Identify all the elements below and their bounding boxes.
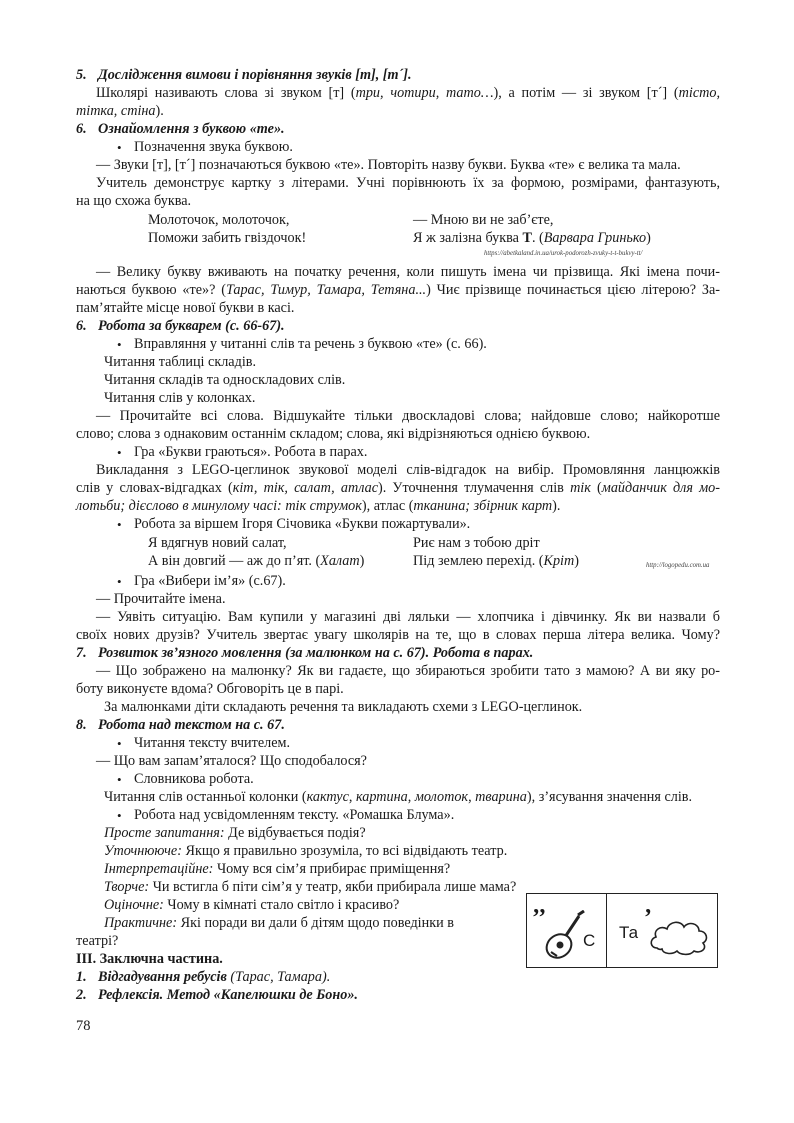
paragraph-line: — Уявіть ситуацію. Вам купили у магазині дві ляльки — хлопчика і дівчинку. Як ви назвали б (96, 609, 720, 625)
paragraph-line: на що схожа буква. (76, 193, 192, 209)
poem-1-right-line-2: Я ж залізна буква Т. (Варвара Гринько) (413, 230, 651, 246)
rebus-comma-marks: ’’ (532, 905, 547, 931)
question-evaluative: Оціночне: Чому в кімнаті стало світло і красиво? (104, 897, 400, 913)
section-7-heading: 7. Розвиток зв’язного мовлення (за малюнком на с. 67). Робота в парах. (76, 645, 534, 661)
bullet-item: • Словникова робота. (134, 771, 720, 789)
bullet-item: • Гра «Букви граються». Робота в парах. (134, 444, 720, 462)
paragraph-line: За малюнками діти складають речення та викладають схеми з LEGO-цеглинок. (104, 699, 583, 715)
paragraph-line: своїх нових друзів? Учитель звертає увагу школярів на те, що в словах перша літера велика. Чому? (76, 627, 720, 643)
poem-2-left-line-1: Я вдягнув новий салат, (148, 535, 287, 551)
question-practical-cont: театрі? (76, 933, 119, 949)
source-url: https://abetkaland.in.ua/urok-podorozh-zvuky-t-t-bukvy-tt/ (484, 250, 643, 257)
section-6b-heading: 6. Робота за букварем (с. 66-67). (76, 318, 285, 334)
rebus-comma-mark: ’ (644, 905, 652, 931)
paragraph-line: Читання слів останньої колонки (кактус, картина, молоток, тварина), з’ясування значення слів. (104, 789, 693, 805)
closing-item-1: 1. Відгадування ребусів (Тарас, Тамара). (76, 969, 331, 985)
poem-1-left-line-2: Поможи забить гвіздочок! (148, 230, 307, 246)
bullet-item: • Робота над усвідомленням тексту. «Ромашка Блума». (134, 807, 720, 825)
paragraph-line: — Звуки [т], [т´] позначаються буквою «те». Повторіть назву букви. Буква «те» є велика та мала. (96, 157, 681, 173)
paragraph-line: — Що зображено на малюнку? Як ви гадаєте, що збираються зробити тато з мамою? А ви яку ро- (96, 663, 720, 679)
paragraph-line: Читання складів та односкладових слів. (104, 372, 346, 388)
page-number: 78 (76, 1018, 91, 1034)
bullet-item: • Робота за віршем Ігоря Січовика «Букви пожартували». (134, 516, 720, 534)
part-3-heading: III. Заключна частина. (76, 951, 223, 967)
paragraph-line: лотьби; дієслово в минулому часі: тік струмок), атлас (тканина; збірник карт). (76, 498, 561, 514)
section-8-heading: 8. Робота над текстом на с. 67. (76, 717, 285, 733)
paragraph-line: тітка, стіна). (76, 103, 164, 119)
section-5-heading: 5. Дослідження вимови і порівняння звуків [т], [т´]. (76, 67, 412, 83)
question-practical: Практичне: Які поради ви дали б дітям щодо поведінки в (104, 915, 454, 931)
paragraph-line: Читання слів у колонках. (104, 390, 256, 406)
source-url: http://logopedu.com.ua (646, 562, 710, 569)
poem-1-left-line-1: Молоточок, молоточок, (148, 212, 290, 228)
cloud-icon (647, 918, 711, 956)
rebus-letter: С (583, 931, 596, 950)
paragraph-line: слів у словах-відгадках (кіт, тік, салат, атлас). Уточнення тлумачення слів тік (майданчик для мо- (76, 480, 720, 496)
question-clarifying: Уточнююче: Якщо я правильно зрозуміла, то всі відвідають театр. (104, 843, 508, 859)
poem-1-right-line-1: — Мною ви не заб’єте, (413, 212, 554, 228)
poem-2-left-line-2: А він довгий — аж до п’ят. (Халат) (148, 553, 365, 569)
poem-2-right-line-2: Під землею перехід. (Кріт) (413, 553, 579, 569)
poem-2-right-line-1: Риє нам з тобою дріт (413, 535, 540, 551)
closing-item-2: 2. Рефлексія. Метод «Капелюшки де Боно». (76, 987, 358, 1003)
paragraph-line: пам’ятайте місце нової букви в касі. (76, 300, 295, 316)
bullet-item: • Читання тексту вчителем. (134, 735, 720, 753)
paragraph-line: наються буквою «те»? (Тарас, Тимур, Тамара, Тетяна...) Чиє прізвище починається цією літерою? За- (76, 282, 720, 298)
question-simple: Просте запитання: Де відбувається подія? (104, 825, 366, 841)
paragraph-line: боту виконуєте вдома? Обговоріть це в парі. (76, 681, 344, 697)
rebus-box (526, 893, 718, 968)
paragraph-line: Читання таблиці складів. (104, 354, 257, 370)
paragraph-line: Школярі називають слова зі звуком [т] (три, чотири, тато…), а потім — зі звуком [т´] (тісто, (96, 85, 721, 101)
paragraph-line: — Прочитайте всі слова. Відшукайте тільки двоскладові слова; найдовше слово; найкоротше (96, 408, 720, 424)
bullet-item: • Вправляння у читанні слів та речень з буквою «те» (с. 66). (134, 336, 720, 354)
bullet-item: • Позначення звука буквою. (134, 139, 720, 157)
paragraph-line: — Що вам запам’яталося? Що сподобалося? (96, 753, 367, 769)
rebus-syllable: Та (619, 923, 639, 942)
paragraph-line: Учитель демонструє картку з літерами. Учні порівнюють їх за формою, розмірами, фантазують, (96, 175, 720, 191)
guitar-icon (543, 910, 587, 960)
paragraph-line: — Велику букву вживають на початку речення, коли пишуть імена чи прізвища. Які імена почи- (96, 264, 720, 280)
rebus-divider (606, 894, 607, 967)
section-6-heading: 6. Ознайомлення з буквою «те». (76, 121, 285, 137)
paragraph-line: — Прочитайте імена. (96, 591, 226, 607)
question-creative: Творче: Чи встигла б піти сім’я у театр, якби прибирала лише мама? (104, 879, 517, 895)
paragraph-line: Викладання з LEGO-цеглинок звукової моделі слів-відгадок на вибір. Промовляння ланцюжків (96, 462, 720, 478)
bullet-item: • Гра «Вибери ім’я» (с.67). (134, 573, 720, 591)
question-interpretive: Інтерпретаційне: Чому вся сім’я прибирає приміщення? (104, 861, 451, 877)
paragraph-line: слово; слова з однаковим останнім складом; слова, які відрізняються однією буквою. (76, 426, 591, 442)
